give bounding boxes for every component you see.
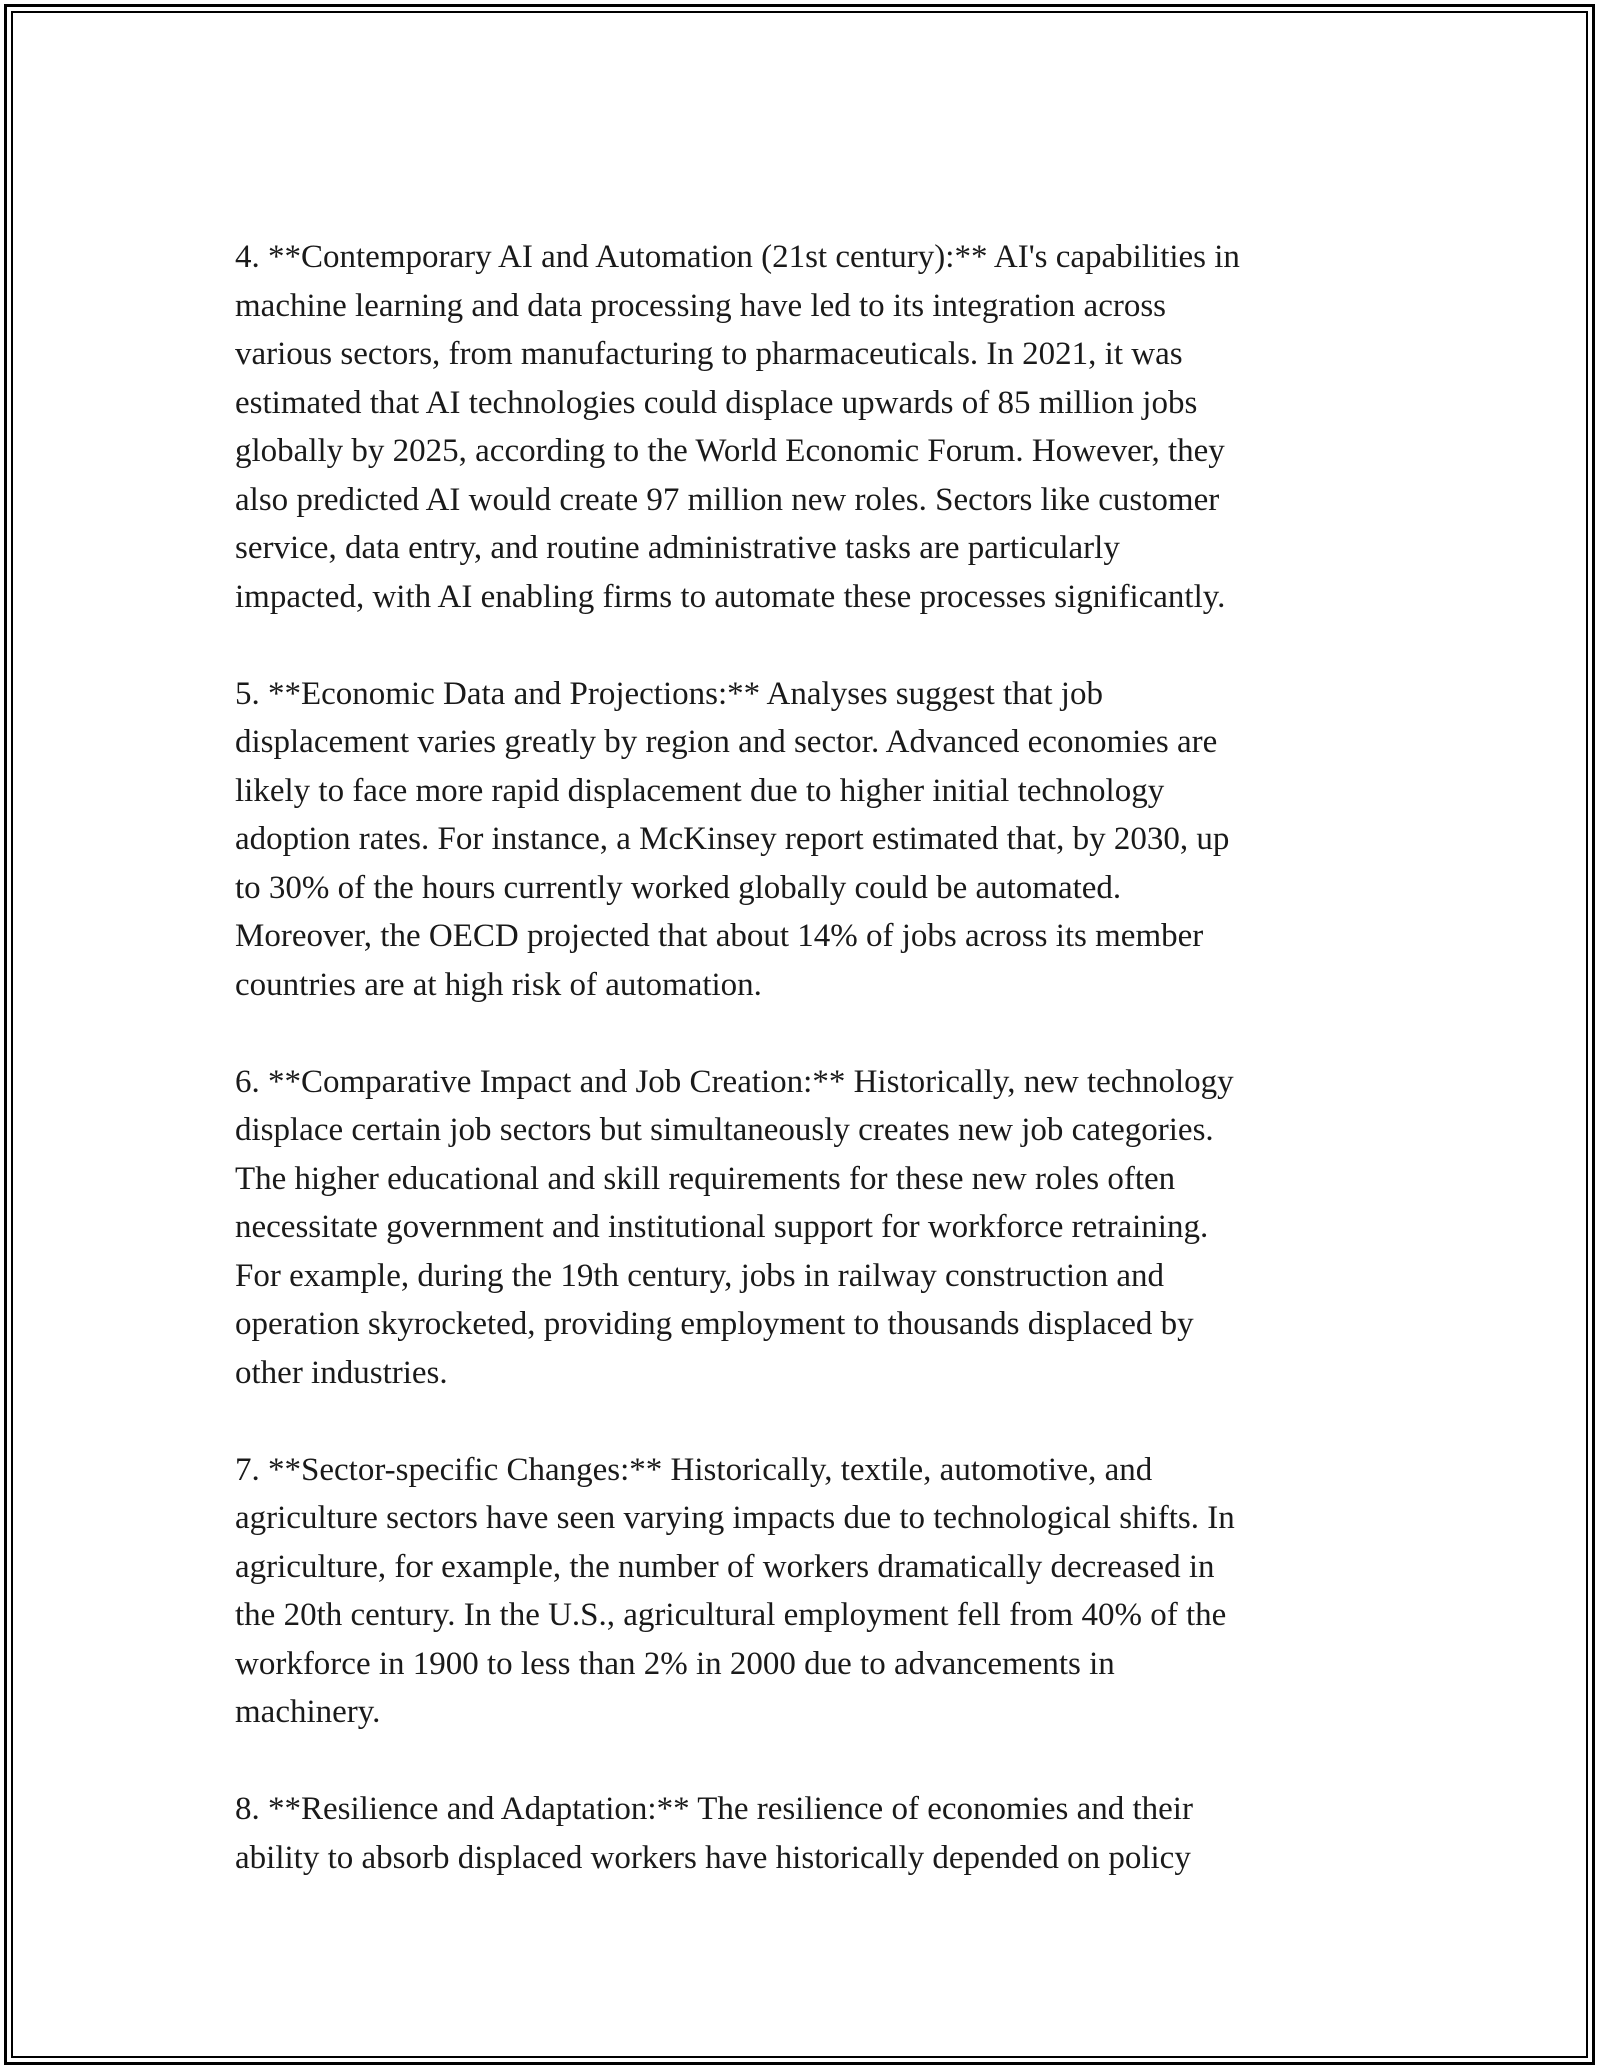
text-line: ability to absorb displaced workers have historically depended on policy: [235, 1839, 1191, 1876]
text-line: 5. **Economic Data and Projections:** Analyses suggest that job: [235, 675, 1103, 712]
text-line: countries are at high risk of automation.: [235, 966, 762, 1003]
text-line: likely to face more rapid displacement due to higher initial technology: [235, 772, 1165, 809]
text-line: For example, during the 19th century, jobs in railway construction and: [235, 1257, 1164, 1294]
text-line: 7. **Sector-specific Changes:** Historically, textile, automotive, and: [235, 1451, 1153, 1488]
text-line: adoption rates. For instance, a McKinsey report estimated that, by 2030, up: [235, 821, 1230, 857]
text-line: Moreover, the OECD projected that about 14% of jobs across its member: [235, 918, 1204, 954]
text-line: to 30% of the hours currently worked globally could be automated.: [235, 869, 1122, 906]
paragraph-economic-data: [235, 670, 1385, 1010]
text-line: agriculture, for example, the number of workers dramatically decreased in: [235, 1548, 1215, 1585]
text-line: displace certain job sectors but simultaneously creates new job categories.: [235, 1112, 1214, 1148]
paragraph-contemporary-ai: [235, 233, 1385, 621]
text-line: agriculture sectors have seen varying impacts due to technological shifts. In: [235, 1500, 1235, 1536]
text-line: also predicted AI would create 97 million new roles. Sectors like customer: [235, 481, 1220, 518]
paragraph-resilience: [235, 1785, 1385, 1882]
text-line: operation skyrocketed, providing employment to thousands displaced by: [235, 1306, 1194, 1342]
text-line: 8. **Resilience and Adaptation:** The resilience of economies and their: [235, 1791, 1193, 1827]
document-body: [235, 233, 1385, 1882]
text-line: the 20th century. In the U.S., agricultural employment fell from 40% of the: [235, 1597, 1227, 1633]
text-line: impacted, with AI enabling firms to automate these processes significantly.: [235, 578, 1226, 615]
text-line: machinery.: [235, 1694, 381, 1730]
text-line: 4. **Contemporary AI and Automation (21st century):** AI's capabilities in: [235, 239, 1240, 275]
text-line: service, data entry, and routine administrative tasks are particularly: [235, 530, 1120, 566]
text-line: globally by 2025, according to the World Economic Forum. However, they: [235, 433, 1225, 469]
paragraph-sector-specific: [235, 1446, 1385, 1737]
text-line: 6. **Comparative Impact and Job Creation:** Historically, new technology: [235, 1063, 1234, 1100]
text-line: various sectors, from manufacturing to pharmaceuticals. In 2021, it was: [235, 336, 1183, 372]
text-line: The higher educational and skill requirements for these new roles often: [235, 1160, 1176, 1197]
text-line: other industries.: [235, 1354, 448, 1391]
text-line: necessitate government and institutional support for workforce retraining.: [235, 1209, 1209, 1245]
text-line: machine learning and data processing have led to its integration across: [235, 287, 1167, 324]
text-line: displacement varies greatly by region and sector. Advanced economies are: [235, 724, 1218, 760]
text-line: estimated that AI technologies could displace upwards of 85 million jobs: [235, 384, 1198, 421]
paragraph-comparative-impact: [235, 1058, 1385, 1398]
text-line: workforce in 1900 to less than 2% in 2000 due to advancements in: [235, 1645, 1115, 1682]
